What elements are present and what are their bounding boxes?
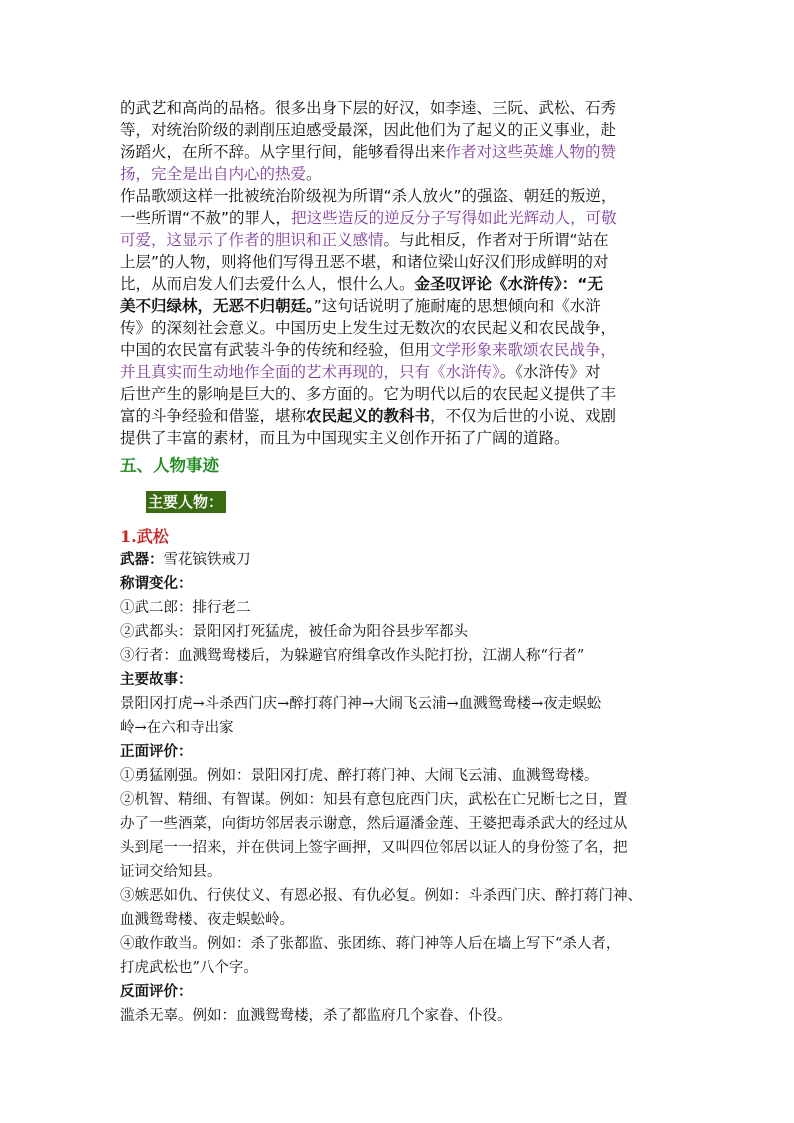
text-line: 等，对统治阶级的剥削压迫感受最深，因此他们为了起义的正义事业，赴: [120, 121, 617, 139]
text-run: 。: [306, 165, 322, 183]
negative-line: 滥杀无辜。例如：血溅鸳鸯楼，杀了都监府几个家眷、仆役。: [120, 1008, 512, 1024]
titles-label: 称谓变化：: [120, 575, 193, 592]
positive-line: 头到尾一一招来，并在供词上签字画押，又叫四位邻居以证人的身份签了名，把: [120, 840, 628, 856]
intro-paragraph-2: [120, 185, 690, 449]
positive-label: 正面评价：: [120, 743, 193, 760]
weapon-label: 武器：: [120, 551, 164, 568]
text-line: [120, 405, 690, 427]
text-run: ”这句话说明了施耐庵的思想倾向和《水浒: [313, 297, 601, 315]
text-run: 中国的农民富有武装斗争的传统和经验，但用: [120, 341, 431, 359]
text-line: [120, 273, 690, 295]
highlighted-text: 文学形象来歌颂农民战争，: [430, 341, 617, 359]
text-line: [120, 229, 690, 251]
character-title: 1.武松: [120, 527, 169, 546]
intro-paragraph-1: [120, 97, 690, 185]
weapon-value: 雪花镔铁戒刀: [163, 552, 251, 568]
text-run: 。《水浒传》对: [499, 363, 601, 381]
positive-line: 打虎武松也”八个字。: [120, 960, 258, 976]
highlighted-text: 扬，完全是出自内心的热爱: [120, 165, 307, 183]
highlighted-text: 可爱，这显示了作者的胆识和正义感情: [120, 231, 384, 249]
story-line: 岭→在六和寺出家: [120, 720, 234, 736]
story-label: 主要故事：: [120, 671, 193, 688]
text-line: 后世产生的影响是巨大的、多方面的。它为明代以后的农民起义提供了丰: [120, 385, 617, 403]
positive-line: 血溅鸳鸯楼、夜走蜈蚣岭。: [120, 912, 294, 928]
section-heading: 五、人物事迹: [120, 456, 219, 475]
text-line: [120, 295, 690, 317]
text-line: [120, 141, 690, 163]
bold-text: 美不归绿林，无恶不归朝廷。: [120, 297, 314, 315]
title-item: ③行者：血溅鸳鸯楼后，为躲避官府缉拿改作头陀打扮，江湖人称“行者”: [120, 648, 585, 664]
negative-label: 反面评价：: [120, 983, 193, 1000]
story-line: 景阳冈打虎→斗杀西门庆→醉打蒋门神→大闹飞云浦→血溅鸳鸯楼→夜走蜈蚣: [120, 696, 602, 712]
text-line: [120, 207, 690, 229]
main-characters-label: 主要人物：: [146, 491, 226, 513]
positive-line: ③嫉恶如仇、行侠仗义、有恩必报、有仇必复。例如：斗杀西门庆、醉打蒋门神、: [120, 888, 642, 904]
text-run: 一些所谓“不赦”的罪人，: [120, 209, 292, 227]
positive-line: ②机智、精细、有智谋。例如：知县有意包庇西门庆，武松在亡兄断七之日，置: [120, 792, 628, 808]
bold-text: 农民起义的教科书: [306, 407, 431, 425]
title-item: ②武都头：景阳冈打死猛虎，被任命为阳谷县步军都头: [120, 624, 468, 640]
text-line: [120, 361, 690, 383]
text-line: 作品歌颂这样一批被统治阶级视为所谓“杀人放火”的强盗、朝廷的叛逆，: [120, 187, 617, 205]
text-line: 提供了丰富的素材，而且为中国现实主义创作开拓了广阔的道路。: [120, 429, 570, 447]
text-line: 的武艺和高尚的品格。很多出身下层的好汉，如李逵、三阮、武松、石秀: [120, 99, 617, 117]
text-run: 富的斗争经验和借鉴，堪称: [120, 407, 307, 425]
bold-text: 金圣叹评论《水浒传》：“无: [414, 275, 603, 293]
text-line: [120, 339, 690, 361]
highlighted-text: 并且真实而生动地作全面的艺术再现的，只有《水浒传》: [120, 363, 500, 381]
text-line: 传》的深刻社会意义。中国历史上发生过无数次的农民起义和农民战争，: [120, 319, 617, 337]
text-line: [120, 163, 690, 185]
text-run: ，不仅为后世的小说、戏剧: [430, 407, 617, 425]
positive-line: 办了一些酒菜，向街坊邻居表示谢意，然后逼潘金莲、王婆把毒杀武大的经过从: [120, 816, 628, 832]
weapon-line: [120, 548, 710, 572]
positive-line: ①勇猛刚强。例如：景阳冈打虎、醉打蒋门神、大闹飞云浦、血溅鸳鸯楼。: [120, 768, 599, 784]
title-item: ①武二郎：排行老二: [120, 600, 251, 616]
text-run: 汤蹈火，在所不辞。从字里行间，能够看得出来: [120, 143, 446, 161]
highlighted-text: 把这些造反的逆反分子写得如此光辉动人，可敬: [291, 209, 617, 227]
positive-line: 证词交给知县。: [120, 864, 222, 880]
text-line: 上层”的人物，则将他们写得丑恶不堪，和诸位梁山好汉们形成鲜明的对: [120, 253, 609, 271]
positive-line: ④敢作敢当。例如：杀了张都监、张团练、蒋门神等人后在墙上写下“杀人者，: [120, 936, 621, 952]
highlighted-text: 作者对这些英雄人物的赞: [445, 143, 617, 161]
text-run: 。与此相反，作者对于所谓“站在: [383, 231, 609, 249]
text-run: 比，从而启发人们去爱什么人，恨什么人。: [120, 275, 415, 293]
